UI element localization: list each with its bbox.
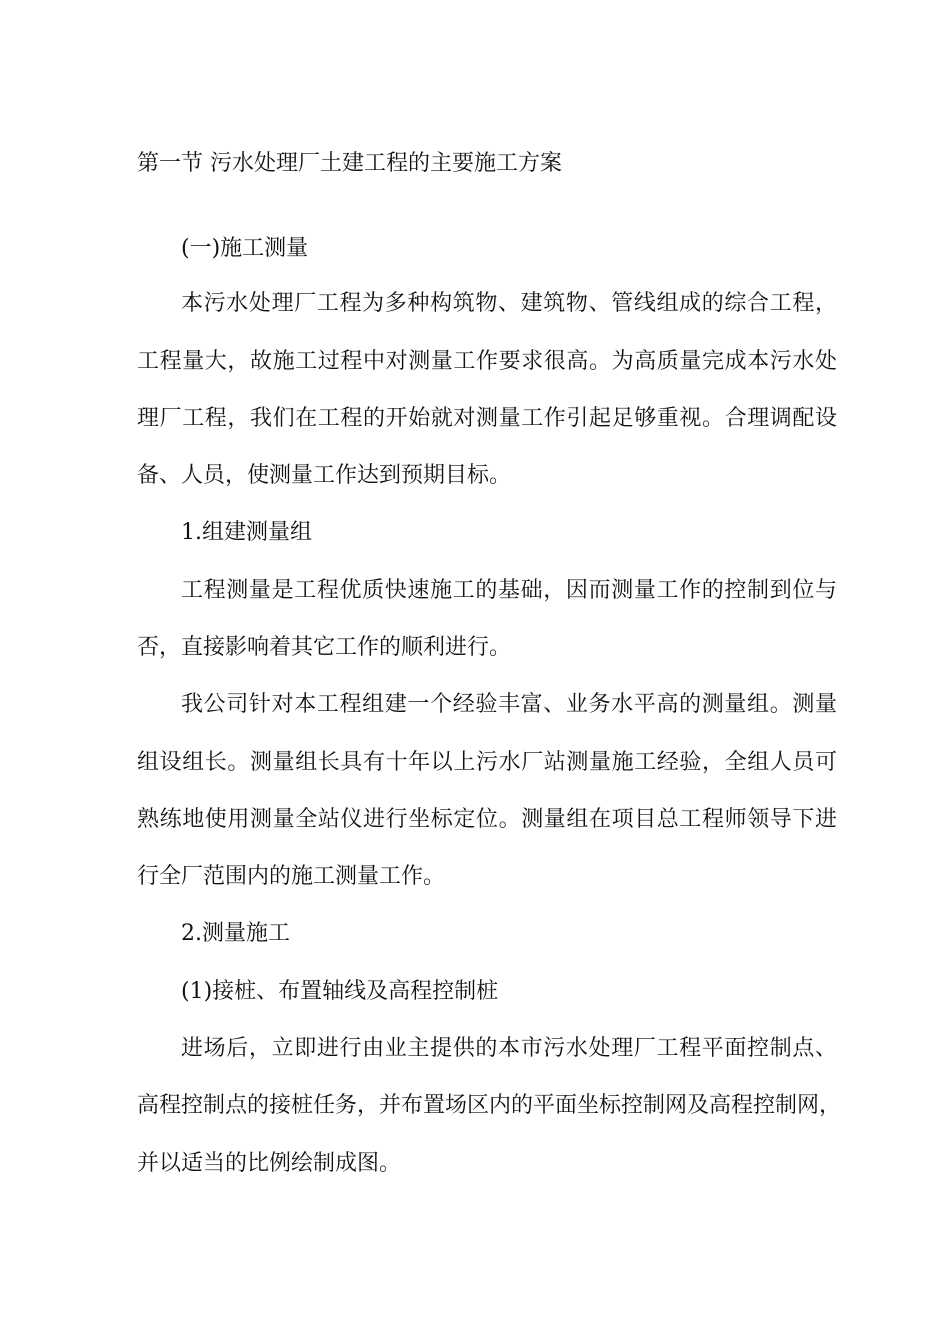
paragraph-2-line-2: 否，直接影响着其它工作的顺利进行。 [137, 635, 512, 660]
paragraph-3-line-3: 熟练地使用测量全站仪进行坐标定位。测量组在项目总工程师领导下进 [137, 807, 837, 832]
paragraph-3-line-1: 我公司针对本工程组建一个经验丰富、业务水平高的测量组。测量 [181, 692, 837, 717]
paragraph-3-line-2: 组设组长。测量组长具有十年以上污水厂站测量施工经验，全组人员可 [137, 750, 837, 775]
section-title: 第一节 污水处理厂土建工程的主要施工方案 [137, 151, 562, 176]
paragraph-1-line-2: 工程量大，故施工过程中对测量工作要求很高。为高质量完成本污水处 [137, 349, 837, 374]
subsection-title: (一)施工测量 [181, 236, 309, 261]
heading-form-survey-team: 1.组建测量组 [181, 520, 312, 545]
paragraph-1-line-4: 备、人员，使测量工作达到预期目标。 [137, 463, 512, 488]
paragraph-1-line-1: 本污水处理厂工程为多种构筑物、建筑物、管线组成的综合工程， [181, 291, 837, 316]
heading-pile-axis-control: (1)接桩、布置轴线及高程控制桩 [181, 979, 499, 1004]
paragraph-2-line-1: 工程测量是工程优质快速施工的基础，因而测量工作的控制到位与 [181, 578, 837, 603]
heading-survey-construction: 2.测量施工 [181, 921, 290, 946]
paragraph-4-line-3: 并以适当的比例绘制成图。 [137, 1151, 402, 1176]
paragraph-4-line-1: 进场后，立即进行由业主提供的本市污水处理厂工程平面控制点、 [181, 1036, 837, 1061]
paragraph-1-line-3: 理厂工程，我们在工程的开始就对测量工作引起足够重视。合理调配设 [137, 406, 837, 431]
paragraph-4-line-2: 高程控制点的接桩任务，并布置场区内的平面坐标控制网及高程控制网， [137, 1093, 842, 1118]
paragraph-3-line-4: 行全厂范围内的施工测量工作。 [137, 864, 446, 889]
